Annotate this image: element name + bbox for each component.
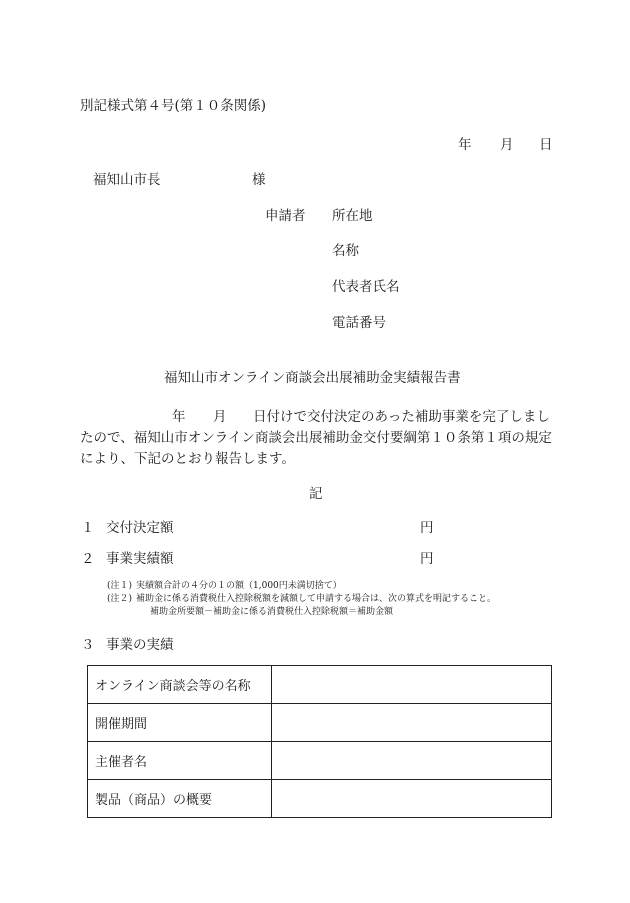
row-label-period: 開催期間 <box>88 704 272 742</box>
note2-mark: (注２) <box>107 594 133 604</box>
note1-mark: (注１) <box>107 581 133 591</box>
date-day: 日 <box>539 137 553 153</box>
item-2-unit: 円 <box>420 551 434 567</box>
section3-num: ３ <box>81 637 95 653</box>
item-2-num: ２ <box>81 551 95 567</box>
section3-label: 事業の実績 <box>106 637 174 653</box>
applicant-label: 申請者 <box>265 208 306 224</box>
item-2-label: 事業実績額 <box>106 551 174 567</box>
table-row <box>88 742 552 780</box>
applicant-field-phone: 電話番号 <box>332 315 386 331</box>
body-month: 月 <box>213 409 227 425</box>
item-1-unit: 円 <box>420 520 434 536</box>
row-value-period[interactable] <box>272 704 552 742</box>
body-year: 年 <box>172 409 186 425</box>
applicant-field-representative: 代表者氏名 <box>332 279 400 295</box>
date-year: 年 <box>458 137 472 153</box>
document-title: 福知山市オンライン商談会出展補助金実績報告書 <box>164 370 461 386</box>
body-line2: たので、福知山市オンライン商談会出展補助金交付要綱第１０条第１項の規定 <box>80 430 552 446</box>
results-table <box>87 665 552 818</box>
date-month: 月 <box>500 137 514 153</box>
table-row <box>88 704 552 742</box>
note2-formula: 補助金所要額－補助金に係る消費税仕入控除税額＝補助金額 <box>150 607 394 617</box>
body-line3: により、下記のとおり報告します。 <box>80 451 295 467</box>
note2-text: 補助金に係る消費税仕入控除税額を減額して申請する場合は、次の算式を明記すること。 <box>136 594 497 604</box>
table-row <box>88 666 552 704</box>
addressee-name: 福知山市長 <box>93 172 161 188</box>
table-row <box>88 780 552 818</box>
body-line1: 日付けで交付決定のあった補助事業を完了しまし <box>253 409 550 425</box>
applicant-field-address: 所在地 <box>332 208 373 224</box>
ki-mark: 記 <box>309 486 323 502</box>
row-label-product-summary: 製品（商品）の概要 <box>88 780 272 818</box>
row-label-organizer: 主催者名 <box>88 742 272 780</box>
row-value-event-name[interactable] <box>272 666 552 704</box>
row-value-product-summary[interactable] <box>272 780 552 818</box>
applicant-field-name: 名称 <box>332 243 359 259</box>
addressee-honorific: 様 <box>252 172 266 188</box>
item-1-label: 交付決定額 <box>106 520 174 536</box>
item-1-num: １ <box>81 520 95 536</box>
row-value-organizer[interactable] <box>272 742 552 780</box>
row-label-event-name: オンライン商談会等の名称 <box>88 666 272 704</box>
form-header: 別記様式第４号(第１０条関係) <box>80 98 267 114</box>
note1-text: 実績額合計の４分の１の額（1,000円未満切捨て） <box>136 581 342 591</box>
